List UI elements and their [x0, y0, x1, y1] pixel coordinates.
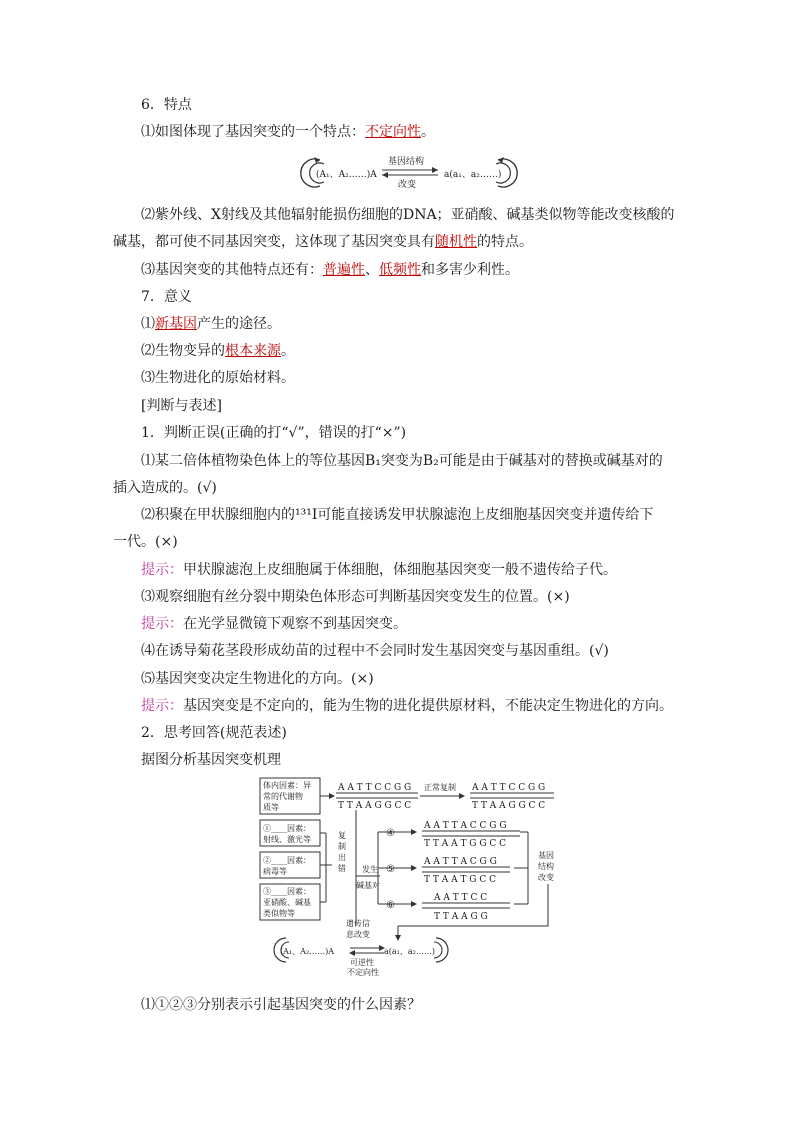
hint-5: 提示：基因突变是不定向的，能为生物的进化提供原材料，不能决定生物进化的方向。	[141, 698, 673, 714]
mut4-top: A A T T A C C G G	[424, 821, 507, 831]
hint-2: 提示：甲状腺滤泡上皮细胞属于体细胞，体细胞基因突变一般不遗传给子代。	[141, 562, 617, 578]
fig1-left: (A₁、A₂……)A	[316, 170, 377, 180]
svg-text:①____因素：: ①____因素：	[263, 824, 311, 833]
s6-p3-answer-1: 普遍性	[323, 262, 365, 278]
mutation-direction-figure	[300, 148, 520, 198]
q1-line1: ⑴某二倍体植物染色体上的等位基因B₁突变为B₂可能是由于碱基对的替换或碱基对的	[141, 453, 663, 469]
svg-text:遗传信: 遗传信	[346, 919, 370, 928]
svg-text:错: 错	[338, 864, 346, 873]
svg-text:可逆性: 可逆性	[350, 958, 374, 967]
svg-text:出: 出	[338, 853, 346, 862]
svg-text:类似物等: 类似物等	[263, 909, 295, 918]
s7-point-2: ⑵生物变异的根本来源。	[141, 343, 295, 359]
s6-p2-answer: 随机性	[435, 234, 477, 250]
s6-p3-answer-2: 低频性	[379, 262, 421, 278]
mut6-bottom: T T A A G G	[434, 912, 488, 922]
copy-dna-top: A A T T C C G G	[472, 783, 546, 793]
svg-text:常的代谢物: 常的代谢物	[263, 792, 303, 801]
think-question-1: ⑴①②③分别表示引起基因突变的什么因素？	[141, 997, 421, 1013]
mut5-bottom: T T A A T G C C	[424, 875, 496, 885]
orig-dna-top: A A T T C C G G	[338, 783, 412, 793]
svg-text:结构: 结构	[538, 862, 554, 871]
s7-p2-answer: 根本来源	[225, 343, 281, 359]
svg-text:不定向性: 不定向性	[347, 968, 379, 976]
q1-line2: 插入造成的。(√)	[113, 480, 217, 496]
s7-point-3: ⑶生物进化的原始材料。	[141, 370, 295, 386]
mut6-top: A A T T C C	[434, 893, 488, 903]
mut4-bottom: T T A A T G G C C	[424, 839, 507, 849]
s7-p1-answer: 新基因	[155, 316, 197, 332]
q5: ⑸基因突变决定生物进化的方向。(×)	[141, 671, 374, 687]
svg-text:基因: 基因	[538, 851, 554, 860]
s6-point-2-line1: ⑵紫外线、X射线及其他辐射能损伤细胞的DNA；亚硝酸、碱基类似物等能改变核酸的	[141, 207, 675, 223]
svg-text:④: ④	[386, 828, 395, 839]
fig1-top: 基因结构	[388, 157, 425, 167]
judge-title: 1．判断正误(正确的打“√”，错误的打“×”)	[141, 425, 407, 441]
s7-point-1: ⑴新基因产生的途径。	[141, 316, 281, 332]
orig-dna-bottom: T T A A G G C C	[338, 801, 412, 811]
normal-replication-label: 正常复制	[424, 783, 456, 792]
fig2-left-allele: (A₁、A₂……)A	[280, 947, 334, 956]
section-7-title: 7．意义	[141, 289, 192, 305]
hint-3: 提示：在光学显微镜下观察不到基因突变。	[141, 616, 407, 632]
fig2-right-allele: a(a₁、a₂……)	[384, 947, 435, 956]
q4: ⑷在诱导菊花茎段形成幼苗的过程中不会同时发生基因突变与基因重组。(√)	[141, 643, 609, 659]
fig1-bottom: 改变	[398, 180, 417, 190]
section-6-title: 6．特点	[141, 97, 192, 113]
svg-text:碱基对: 碱基对	[356, 881, 380, 890]
svg-text:病毒等: 病毒等	[263, 867, 287, 876]
fig1-right: a(a₁、a₂……)	[444, 170, 502, 180]
svg-text:体内因素：异: 体内因素：异	[263, 781, 311, 790]
svg-text:⑥: ⑥	[386, 900, 395, 911]
svg-text:亚硝酸、碱基: 亚硝酸、碱基	[263, 898, 311, 907]
s6-point-1: ⑴如图体现了基因突变的一个特点：不定向性。	[141, 124, 435, 140]
q3: ⑶观察细胞有丝分裂中期染色体形态可判断基因突变发生的位置。(×)	[141, 589, 570, 605]
s6-p1-answer: 不定向性	[365, 124, 421, 140]
svg-text:发生: 发生	[362, 865, 378, 874]
mutation-mechanism-diagram	[258, 776, 570, 976]
svg-text:③____因素：: ③____因素：	[263, 887, 311, 896]
q2-line2: 一代。(×)	[113, 534, 178, 550]
s6-p1-text: ⑴如图体现了基因突变的一个特点：	[141, 124, 365, 140]
judge-header: [判断与表述]	[141, 398, 222, 414]
think-title: 2．思考回答(规范表述)	[141, 725, 287, 741]
svg-text:制: 制	[338, 842, 346, 851]
mut5-top: A A T T A C G G	[424, 857, 497, 867]
svg-text:射线、激光等: 射线、激光等	[263, 835, 311, 844]
svg-text:复: 复	[338, 831, 346, 840]
copy-dna-bottom: T T A A G G C C	[472, 801, 546, 811]
svg-text:质等: 质等	[263, 803, 279, 812]
svg-text:息改变: 息改变	[346, 930, 370, 939]
q2-line1: ⑵积聚在甲状腺细胞内的¹³¹I可能直接诱发甲状腺滤泡上皮细胞基因突变并遗传给下	[141, 507, 654, 523]
s6-point-2-line2: 碱基，都可使不同基因突变，这体现了基因突变具有随机性的特点。	[113, 234, 533, 250]
hint-label: 提示：	[141, 698, 183, 714]
svg-text:⑤: ⑤	[386, 864, 395, 875]
svg-text:②____因素：: ②____因素：	[263, 856, 311, 865]
hint-label: 提示：	[141, 616, 183, 632]
think-subtitle: 据图分析基因突变机理	[141, 752, 281, 768]
s6-point-3: ⑶基因突变的其他特点还有：普遍性、低频性和多害少利性。	[141, 262, 519, 278]
svg-text:改变: 改变	[538, 873, 554, 882]
hint-label: 提示：	[141, 562, 183, 578]
